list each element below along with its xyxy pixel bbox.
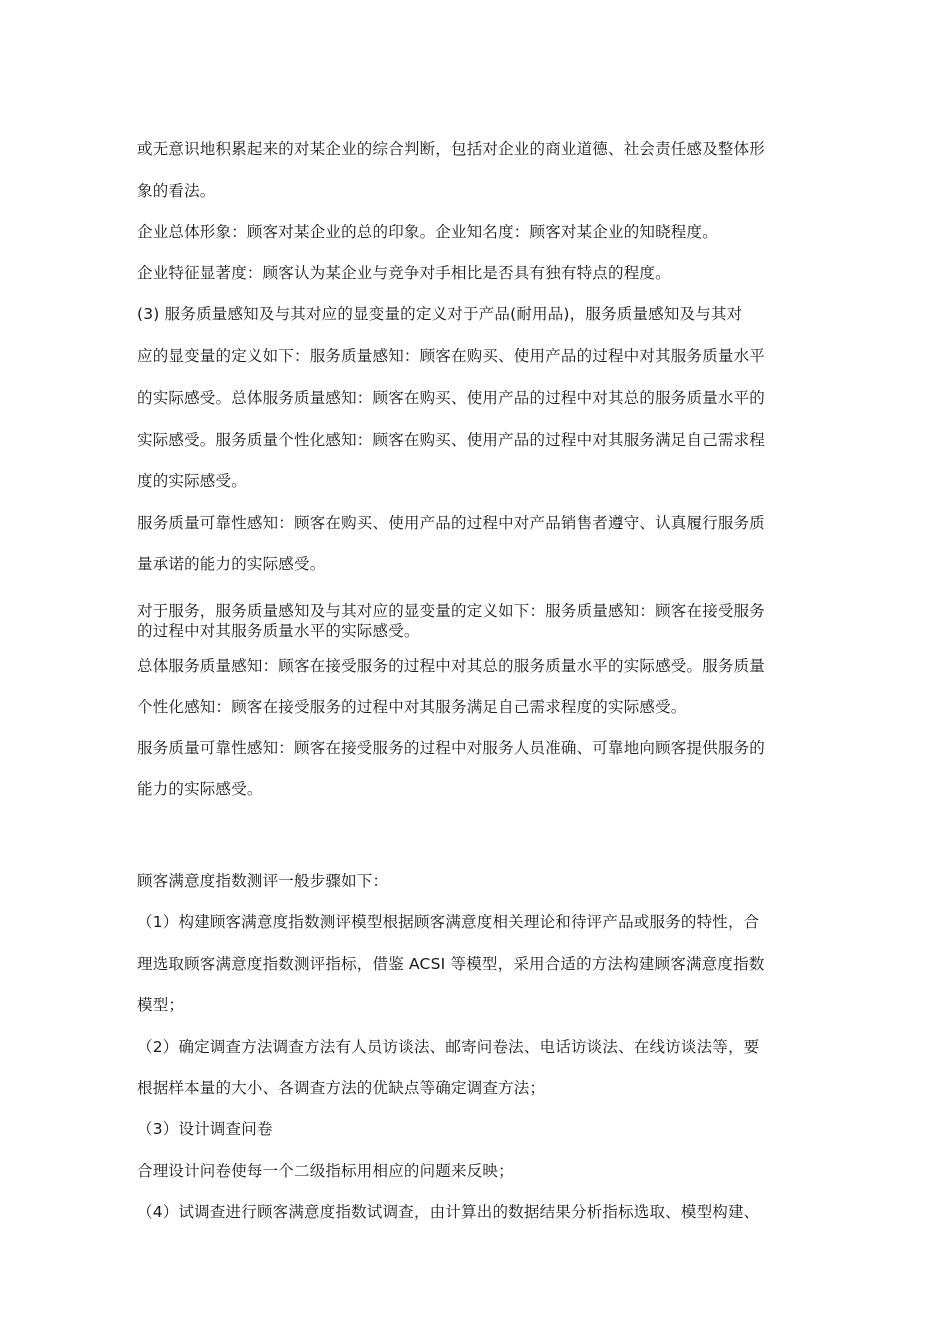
text-line: 理选取顾客满意度指数测评指标，借鉴 ACSI 等模型，采用合适的方法构建顾客满意度指数 [137,955,765,973]
text-line: 企业特征显著度：顾客认为某企业与竞争对手相比是否具有独有特点的程度。 [137,264,671,282]
text-line: 或无意识地积累起来的对某企业的综合判断，包括对企业的商业道德、社会责任感及整体形 [137,140,766,158]
text-line: 模型； [137,996,185,1014]
text-line: 的实际感受。总体服务质量感知：顾客在购买、使用产品的过程中对其总的服务质量水平的 [137,389,766,407]
text-line: 的过程中对其服务质量水平的实际感受。 [137,622,420,640]
text-line: （4）试调查进行顾客满意度指数试调查，由计算出的数据结果分析指标选取、模型构建、 [137,1203,760,1221]
text-line: (3) 服务质量感知及与其对应的显变量的定义对于产品(耐用品)，服务质量感知及与其对 [137,305,743,323]
text-line: 实际感受。服务质量个性化感知：顾客在购买、使用产品的过程中对其服务满足自己需求程 [137,431,766,449]
text-line: （3）设计调查问卷 [137,1120,273,1138]
text-line: 企业总体形象：顾客对某企业的总的印象。企业知名度：顾客对某企业的知晓程度。 [137,223,718,241]
text-line: （2）确定调查方法调查方法有人员访谈法、邮寄问卷法、电话访谈法、在线访谈法等，要 [137,1038,760,1056]
text-line: 服务质量可靠性感知：顾客在购买、使用产品的过程中对产品销售者遵守、认真履行服务质 [137,514,766,532]
text-line: 根据样本量的大小、各调查方法的优缺点等确定调查方法； [137,1079,546,1097]
text-line: 对于服务，服务质量感知及与其对应的显变量的定义如下：服务质量感知：顾客在接受服务 [137,602,766,620]
text-line: 服务质量可靠性感知：顾客在接受服务的过程中对服务人员准确、可靠地向顾客提供服务的 [137,739,766,757]
text-line: 能力的实际感受。 [137,780,263,798]
text-line: 量承诺的能力的实际感受。 [137,555,326,573]
text-line: 顾客满意度指数测评一般步骤如下： [137,872,389,890]
text-line: 应的显变量的定义如下：服务质量感知：顾客在购买、使用产品的过程中对其服务质量水平 [137,347,766,365]
text-line: 总体服务质量感知：顾客在接受服务的过程中对其总的服务质量水平的实际感受。服务质量 [137,657,766,675]
text-line: （1）构建顾客满意度指数测评模型根据顾客满意度相关理论和待评产品或服务的特性，合 [137,913,760,931]
text-line: 个性化感知：顾客在接受服务的过程中对其服务满足自己需求程度的实际感受。 [137,698,687,716]
text-line: 象的看法。 [137,182,216,200]
text-line: 度的实际感受。 [137,472,247,490]
text-line: 合理设计问卷使每一个二级指标用相应的问题来反映； [137,1162,514,1180]
